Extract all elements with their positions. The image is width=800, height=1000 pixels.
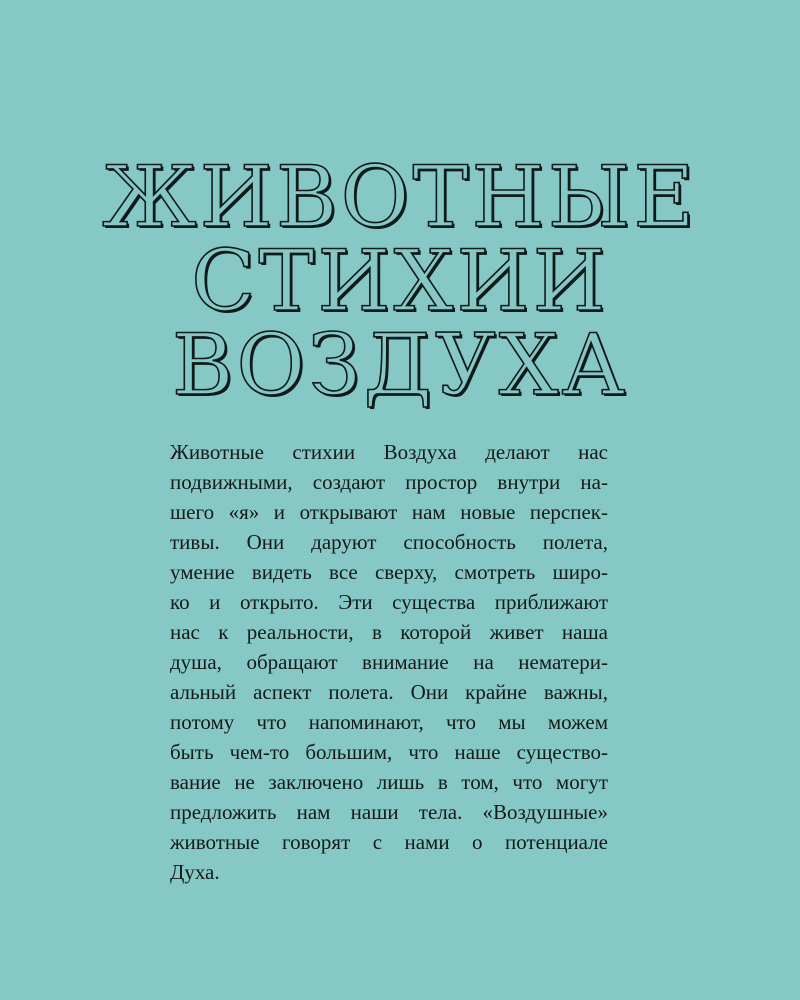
paragraph-line: альный аспект полета. Они крайне важны,	[170, 680, 608, 704]
paragraph-line: нас к реальности, в которой живет наша	[170, 620, 608, 644]
paragraph-line: тивы. Они даруют способность полета,	[170, 530, 608, 554]
paragraph-line: подвижными, создают простор внутри на-	[170, 470, 608, 494]
chapter-title-line-3: ВОЗДУХА	[171, 316, 629, 414]
chapter-title-line-1: ЖИВОТНЫЕ	[102, 148, 698, 246]
paragraph-line: ко и открыто. Эти существа приближают	[170, 590, 608, 614]
paragraph-line: предложить нам наши тела. «Воздушные»	[170, 800, 608, 824]
chapter-title	[0, 148, 800, 414]
paragraph-line: потому что напоминают, что мы можем	[170, 710, 608, 734]
paragraph-line: вание не заключено лишь в том, что могут	[170, 770, 608, 794]
paragraph-line: шего «я» и открывают нам новые перспек-	[170, 500, 608, 524]
paragraph-line: животные говорят с нами о потенциале	[170, 830, 608, 854]
intro-paragraph	[170, 437, 608, 887]
paragraph-line-last: Духа.	[170, 860, 220, 884]
paragraph-line: Животные стихии Воздуха делают нас	[170, 440, 608, 464]
chapter-title-line-2: СТИХИИ	[191, 232, 609, 330]
paragraph-line: умение видеть все сверху, смотреть широ-	[170, 560, 608, 584]
paragraph-line: быть чем-то большим, что наше существо-	[170, 740, 608, 764]
paragraph-line: душа, обращают внимание на нематери-	[170, 650, 608, 674]
